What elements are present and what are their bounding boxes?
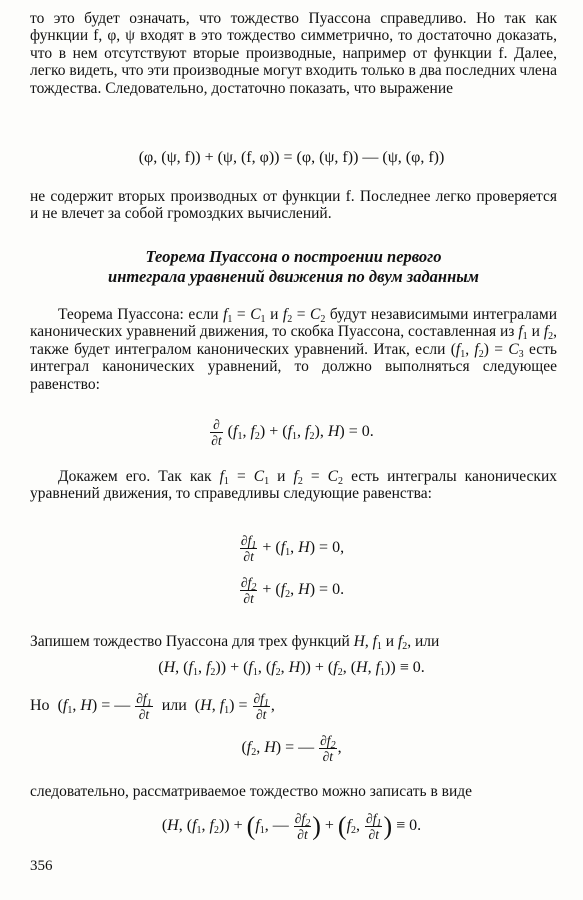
equation-f2-integral: $\frac{\partial f_2}{\partial t}$ + ($f_2$, H) = 0. [240,575,345,606]
page-number: 356 [30,858,53,874]
equation-final-identity: (H, ($f_1$, $f_2)) + (f_1$, — $\frac{\partial f_2}{\partial t}$ ) + ($f_2$, $\frac{\partial f_1}{\partial t}$ ) ≡ 0. [161,811,422,842]
equation-integral-condition: $\frac{\partial}{\partial t}$ ($f_1$, $f_2) + (f_1$, $f_2$), H) = 0. [211,417,374,448]
equation-f1-integral: $\frac{\partial f_1}{\partial t}$ + ($f_1$, H) = 0, [240,533,345,564]
section-heading-line-1: Теорема Пуассона о построении первого [145,247,442,266]
paragraph-5: Запишем тождество Пуассона для трех функций H, $f_1$ и $f_2$, или [30,633,440,652]
paragraph-1: то это будет означать, что тождество Пуассона справедливо. Но так как функции f, φ, ψ входят в это тождество симметрично, то достаточно доказать, что в нем отсутствуют вторые производные, например от функции f. Далее, легко видеть, что эти производные могут входить только в два последних члена тождества. Следовательно, достаточно показать, что выражение [30,10,557,97]
equation-f2-bracket: ($f_2$, H) = — $\frac{\partial f_2}{\partial t}$ , [241,733,342,764]
equation-poisson-expression: (φ, (ψ, f)) + (ψ, (f, φ)) = (φ, (ψ, f)) — (ψ, (φ, f)) [138,149,445,166]
equation-bracket-substitutions: Но ($f_1$, H) = — $\frac{\partial f_1}{\partial t}$ или (H, $f_1$) = $\frac{\partial f_1}{\partial t}$ , [30,691,275,722]
paragraph-6: следовательно, рассматриваемое тождество можно записать в виде [30,783,473,800]
paragraph-3: Теорема Пуассона: если $f_1 = C_1$ и $f_2 = C_2$ будут независимыми интегралами канонических уравнений движения, то скобка Пуассона, составленная из $f_1$ и $f_2$, также будет интегралом канонических уравнений. Итак, если ($f_1$, $f_2) = C_3$ есть интеграл канонических уравнений, то должно выполняться следующее равенство: [30,306,558,393]
section-heading-line-2: интеграла уравнений движения по двум заданным [108,267,479,286]
paragraph-4: Докажем его. Так как $f_1 = C_1$ и $f_2 = C_2$ есть интегралы канонических уравнений движения, то справедливы следующие равенства: [30,468,558,503]
paragraph-2: не содержит вторых производных от функции f. Последнее легко проверяется и не влечет за собой громоздких вычислений. [30,188,557,223]
equation-poisson-identity: (H, ($f_1$, $f_2)) + (f_1$, ($f_2$, $H)) + (f_2$, (H, $f_1)) \equiv 0$. [158,659,425,678]
